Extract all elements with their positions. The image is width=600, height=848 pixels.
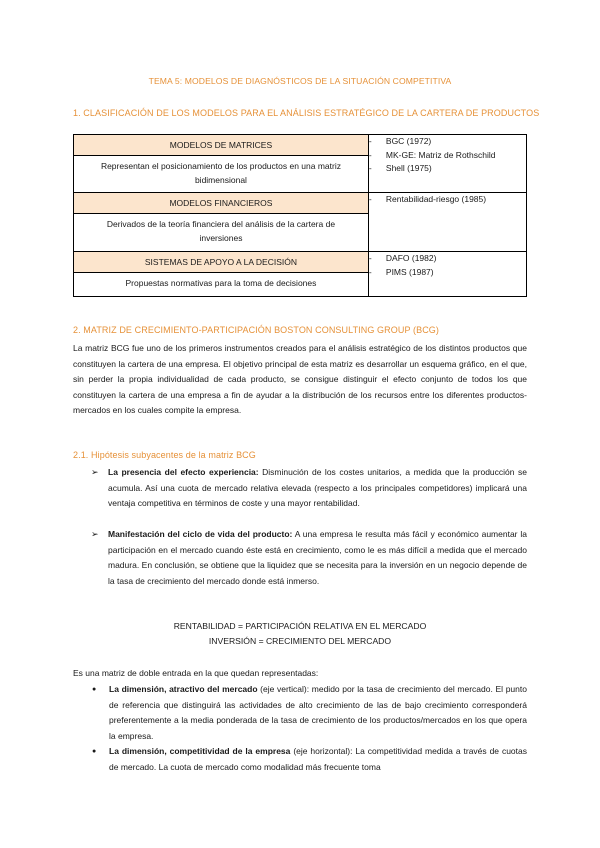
dimension-item [91, 744, 527, 775]
hypothesis-item [91, 527, 527, 589]
dimension-text: (eje horizontal): La competitividad medida a través de cuotas de mercado. La cuota de mercado como modalidad más frecuente toma [109, 746, 527, 772]
formula-inversion: INVERSIÓN = CRECIMIENTO DEL MERCADO [208, 636, 392, 646]
model-type-cell [74, 193, 369, 252]
hypothesis-title: La presencia del efecto experiencia: [108, 467, 259, 477]
model-type-header: SISTEMAS DE APOYO A LA DECISIÓN [74, 252, 368, 273]
model-examples-cell [368, 252, 526, 297]
dimension-item [91, 682, 527, 744]
hypothesis-text: A una empresa le resulta más fácil y económico aumentar la participación en el mercado cuando éste está en crecimiento, como le es más difícil a medida que el mercado madura. En conclusión, se obtiene que la liquidez que se necesita para la inversión en un negocio depende de la tasa de crecimiento del mercado donde está inmerso. [108, 529, 527, 586]
table-row [74, 135, 527, 193]
model-type-cell [74, 252, 369, 297]
hypothesis-item [91, 465, 527, 512]
model-type-description: Derivados de la teoría financiera del análisis de la cartera de inversiones [106, 219, 336, 243]
model-examples-list [369, 193, 526, 207]
list-item: - BGC (1972) [369, 135, 526, 149]
model-type-description: Propuestas normativas para la toma de decisiones [125, 278, 317, 288]
table-row [74, 193, 527, 252]
model-examples-list [369, 252, 526, 279]
bcg-intro-paragraph: La matriz BCG fue uno de los primeros instrumentos creados para el análisis estratégico de los distintos productos que constituyen la cartera de una empresa. El objetivo principal de esta matriz es desarrollar un esquema gráfico, en el que, sin perder la propia individualidad de cada producto, se consigue distinguir el efecto conjunto de todos los que constituyen la cartera de una empresa a fin de ayudar a la distribución de los recursos entre los diferentes productos-mercados en los cuales compite la empresa. [73, 343, 527, 415]
bullet-dot-icon: ● [92, 748, 97, 755]
hypothesis-text: Disminución de los costes unitarios, a medida que la producción se acumula. Así una cuota de mercado relativa elevada (respecto a los principales competidores) implicará una ventaja competitiva en términos de coste y una mayor rentabilidad. [108, 467, 527, 508]
list-item: - PIMS (1987) [369, 266, 526, 280]
model-type-cell [74, 135, 369, 193]
model-type-header: MODELOS DE MATRICES [74, 135, 368, 156]
formula-rentabilidad: RENTABILIDAD = PARTICIPACIÓN RELATIVA EN EL MERCADO [173, 621, 427, 631]
models-classification-table [73, 134, 527, 297]
dimension-text: (eje vertical): medido por la tasa de crecimiento del mercado. El punto de referencia que distinguirá las actividades de alto crecimiento de las de bajo crecimiento corresponderá preferentemente a la media ponderada de la tasa de crecimiento de los productos/mercados en los que opera la empresa. [109, 684, 527, 741]
dimension-title: La dimensión, competitividad de la empresa [109, 746, 291, 756]
section-2-heading: 2. MATRIZ DE CRECIMIENTO-PARTICIPACIÓN BOSTON CONSULTING GROUP (BCG) [73, 325, 439, 335]
list-item: - MK-GE: Matriz de Rothschild [369, 149, 526, 163]
arrow-bullet-icon: ➢ [91, 529, 99, 539]
double-entry-paragraph: Es una matriz de doble entrada en la que quedan representadas: [73, 668, 319, 678]
hypothesis-title: Manifestación del ciclo de vida del producto: [108, 529, 293, 539]
list-item: - Rentabilidad-riesgo (1985) [369, 193, 526, 207]
model-examples-cell [368, 193, 526, 252]
list-item: - DAFO (1982) [369, 252, 526, 266]
bullet-dot-icon: ● [92, 686, 97, 693]
table-row [74, 252, 527, 297]
dimension-title: La dimensión, atractivo del mercado [109, 684, 258, 694]
section-1-heading: 1. CLASIFICACIÓN DE LOS MODELOS PARA EL ANÁLISIS ESTRATÉGICO DE LA CARTERA DE PRODUCTOS [73, 108, 540, 118]
model-examples-cell [368, 135, 526, 193]
list-item: - Shell (1975) [369, 162, 526, 176]
document-title: TEMA 5: MODELOS DE DIAGNÓSTICOS DE LA SITUACIÓN COMPETITIVA [148, 76, 452, 86]
model-type-description: Representan el posicionamiento de los productos en una matriz bidimensional [100, 161, 341, 185]
model-type-header: MODELOS FINANCIEROS [74, 193, 368, 214]
subsection-2-1-heading: 2.1. Hipótesis subyacentes de la matriz BCG [73, 450, 256, 460]
arrow-bullet-icon: ➢ [91, 467, 99, 477]
model-examples-list [369, 135, 526, 176]
